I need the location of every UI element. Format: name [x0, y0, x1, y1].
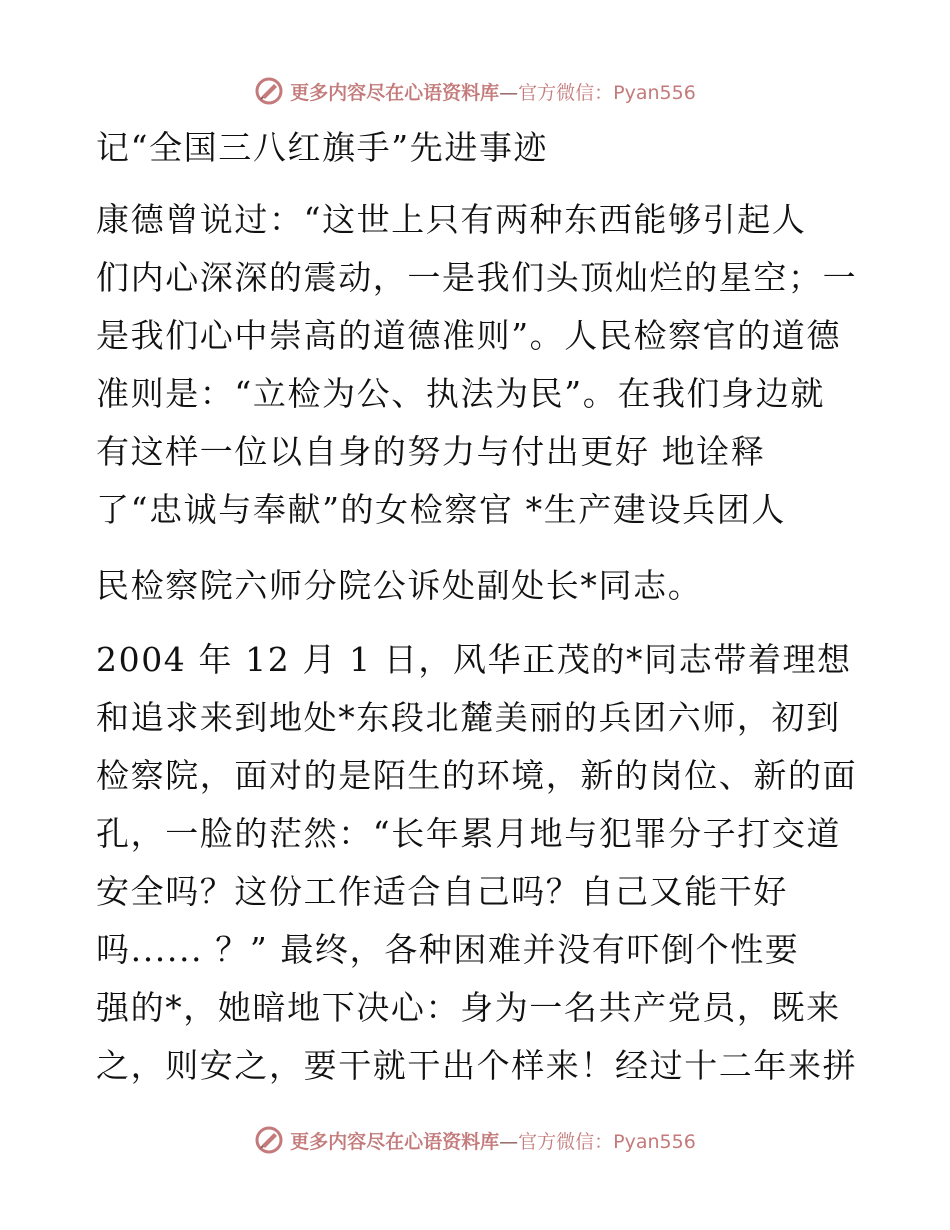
header-watermark-contact: 官方微信：Pyan556 [518, 81, 696, 104]
text-line: 强的*，她暗地下决心：身为一名共产党员，既来 [96, 988, 841, 1027]
header-watermark [0, 71, 950, 111]
footer-watermark-contact: 官方微信：Pyan556 [518, 1130, 696, 1153]
text-line: 们内心深深的震动，一是我们头顶灿烂的星空；一 [96, 258, 858, 297]
text-line: 康德曾说过：“这世上只有两种东西能够引起人 [96, 200, 807, 239]
header-watermark-text [290, 78, 696, 105]
text-line: 民检察院六师分院公诉处副处长*同志。 [96, 566, 703, 605]
text-line: 安全吗？这份工作适合自己吗？自己又能干好 [96, 872, 788, 911]
text-line: 有这样一位以自身的努力与付出更好 地诠释 [96, 432, 766, 471]
footer-watermark-text [290, 1127, 696, 1154]
text-line: 之，则安之，要干就干出个样来！经过十二年来拼 [96, 1046, 858, 1085]
text-line: 2004 年 12 月 1 日，风华正茂的*同志带着理想 [96, 640, 852, 679]
footer-watermark-main: 更多内容尽在心语资料库 [290, 1130, 500, 1153]
text-line: 是我们心中崇高的道德准则”。人民检察官的道德 [96, 316, 842, 355]
text-line: 了“忠诚与奉献”的女检察官 *生产建设兵团人 [96, 490, 786, 529]
text-line: 吗...... ？” 最终，各种困难并没有吓倒个性要 [96, 930, 800, 969]
footer-watermark [0, 1120, 950, 1160]
header-watermark-main: 更多内容尽在心语资料库 [290, 81, 500, 104]
header-watermark-dash: — [499, 81, 519, 104]
footer-watermark-dash: — [499, 1130, 519, 1153]
text-line: 准则是：“立检为公、执法为民”。在我们身边就 [96, 374, 825, 413]
text-line: 孔，一脸的茫然：“长年累月地与犯罪分子打交道 [96, 814, 842, 853]
brand-logo-icon [254, 76, 284, 106]
brand-logo-icon [254, 1125, 284, 1155]
text-line: 检察院，面对的是陌生的环境，新的岗位、新的面 [96, 756, 858, 795]
document-title: 记“全国三八红旗手”先进事迹 [96, 128, 549, 167]
text-line: 和追求来到地处*东段北麓美丽的兵团六师，初到 [96, 698, 841, 737]
